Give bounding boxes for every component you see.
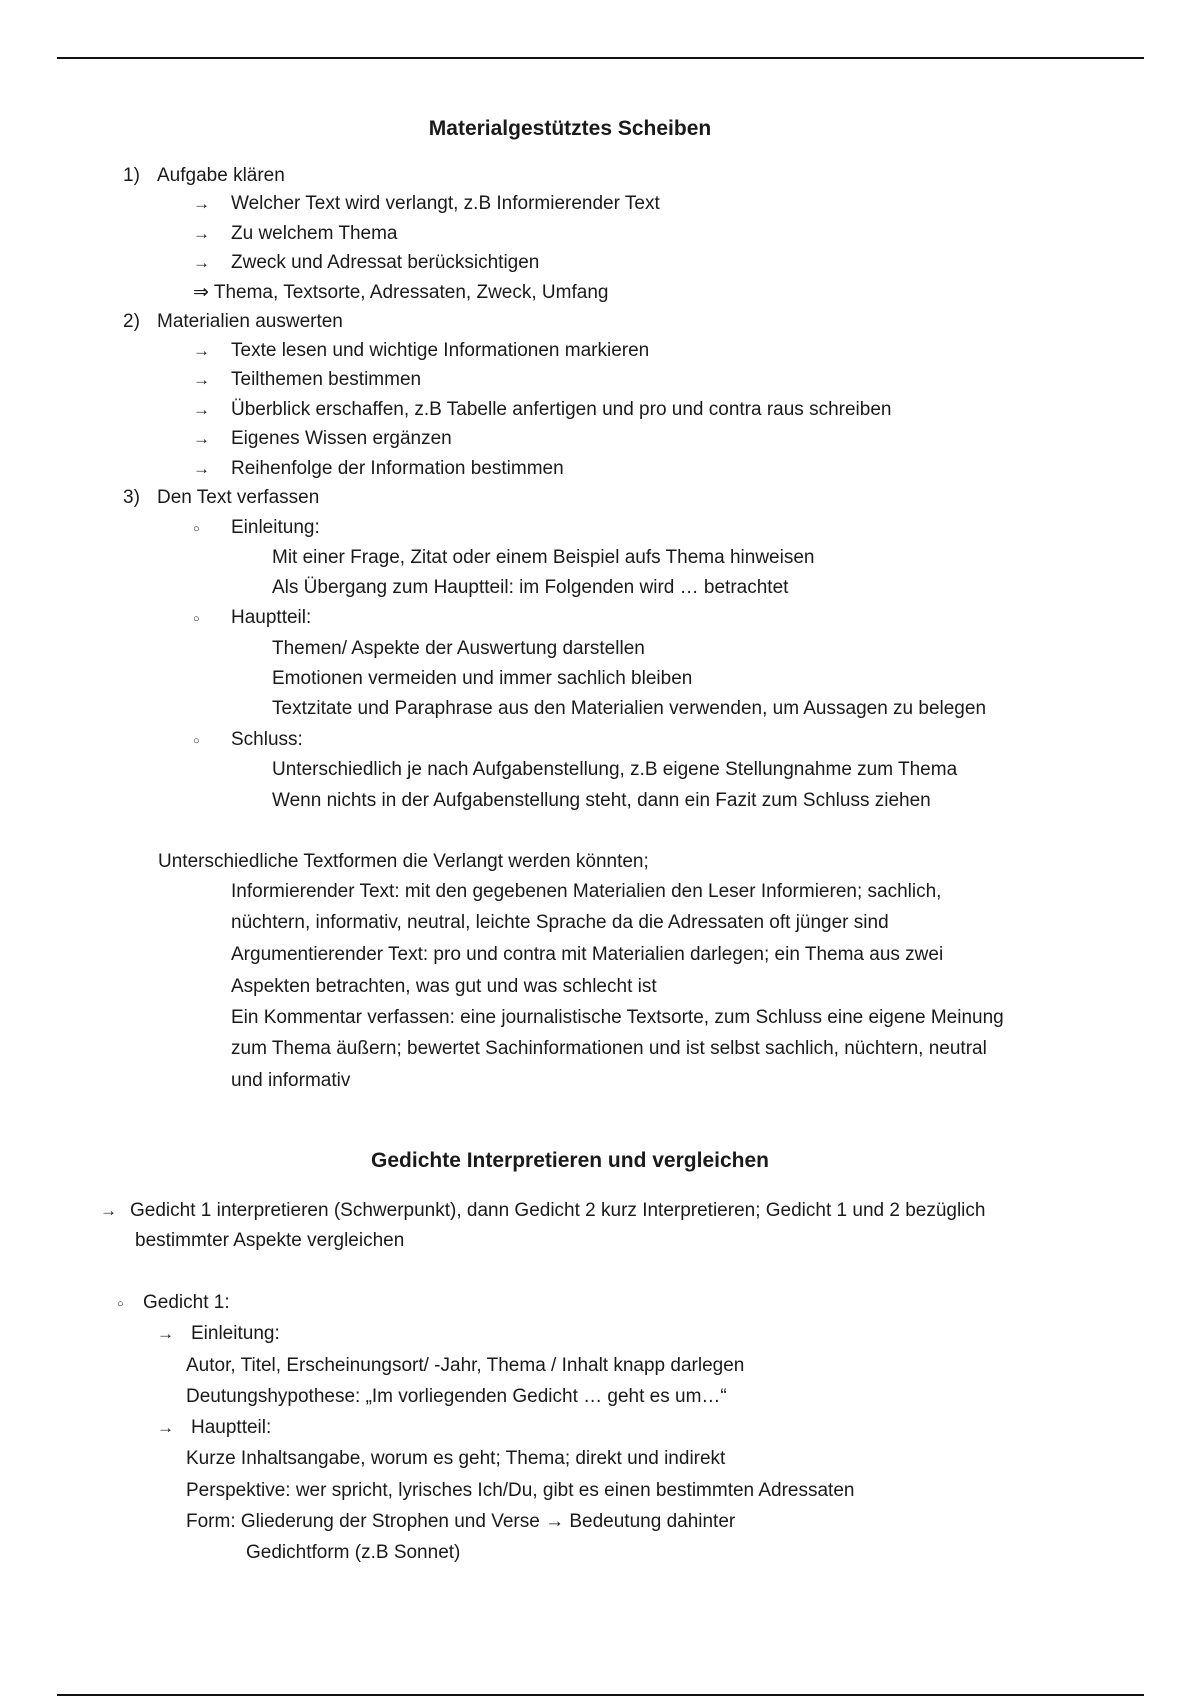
- list-item: → Zu welchem Thema: [193, 223, 398, 244]
- circle-bullet-icon: ○: [193, 523, 200, 535]
- text-line: Autor, Titel, Erscheinungsort/ -Jahr, Thema / Inhalt knapp darlegen: [186, 1355, 745, 1376]
- step-number: 1): [123, 165, 140, 186]
- text-line: nüchtern, informativ, neutral, leichte Sprache da die Adressaten oft jünger sind: [231, 912, 889, 933]
- section-title-material: Materialgestütztes Scheiben: [428, 117, 712, 140]
- circle-bullet-icon: ○: [193, 735, 200, 747]
- text-line: Mit einer Frage, Zitat oder einem Beispiel aufs Thema hinweisen: [272, 547, 815, 568]
- list-item: → Zweck und Adressat berücksichtigen: [193, 252, 540, 273]
- list-item: → Teilthemen bestimmen: [193, 369, 422, 390]
- text-line: Informierender Text: mit den gegebenen Materialien den Leser Informieren; sachlich,: [231, 881, 942, 902]
- text-line: Ein Kommentar verfassen: eine journalistische Textsorte, zum Schluss eine eigene Meinung: [231, 1007, 1004, 1028]
- arrow-right-icon: →: [193, 400, 210, 419]
- hauptteil-label: → Hauptteil:: [157, 1417, 272, 1438]
- step-label: Den Text verfassen: [157, 487, 320, 508]
- einleitung-label: → Einleitung:: [157, 1323, 280, 1344]
- arrow-right-icon: →: [193, 459, 210, 478]
- text-line: zum Thema äußern; bewertet Sachinformationen und ist selbst sachlich, nüchtern, neutral: [231, 1038, 987, 1059]
- intro-line: → Gedicht 1 interpretieren (Schwerpunkt), dann Gedicht 2 kurz Interpretieren; Gedicht 1 und 2 bezüglich: [100, 1200, 986, 1221]
- step-label: Materialien auswerten: [157, 311, 343, 332]
- part-einleitung: ○ Einleitung:: [193, 516, 320, 542]
- text-line: Textzitate und Paraphrase aus den Materialien verwenden, um Aussagen zu belegen: [272, 698, 987, 719]
- text-line: Kurze Inhaltsangabe, worum es geht; Thema; direkt und indirekt: [186, 1448, 726, 1469]
- arrow-right-icon: →: [100, 1201, 117, 1220]
- bottom-rule: [57, 1694, 1144, 1696]
- part-hauptteil: ○ Hauptteil:: [193, 606, 311, 632]
- step-1: [123, 164, 285, 188]
- forms-heading: Unterschiedliche Textformen die Verlangt werden könnten;: [158, 851, 649, 872]
- section-title-gedichte: Gedichte Interpretieren und vergleichen: [371, 1149, 769, 1172]
- list-item: → Reihenfolge der Information bestimmen: [193, 458, 564, 479]
- text-line: Argumentierender Text: pro und contra mit Materialien darlegen; ein Thema aus zwei: [231, 944, 944, 965]
- list-item: → Eigenes Wissen ergänzen: [193, 428, 452, 449]
- arrow-right-icon: →: [157, 1324, 174, 1343]
- top-rule: [57, 57, 1144, 59]
- text-line: Wenn nichts in der Aufgabenstellung steht, dann ein Fazit zum Schluss ziehen: [272, 790, 931, 811]
- step-number: 3): [123, 487, 140, 508]
- arrow-right-icon: →: [193, 224, 210, 243]
- circle-bullet-icon: ○: [193, 613, 200, 625]
- arrow-right-icon: →: [193, 429, 210, 448]
- circle-bullet-icon: ○: [117, 1298, 124, 1310]
- step-number: 2): [123, 311, 140, 332]
- step-label: Aufgabe klären: [157, 165, 285, 186]
- text-line: und informativ: [231, 1070, 351, 1091]
- text-line: Unterschiedlich je nach Aufgabenstellung, z.B eigene Stellungnahme zum Thema: [272, 759, 958, 780]
- arrow-right-icon: →: [193, 341, 210, 360]
- text-line: Aspekten betrachten, was gut und was schlecht ist: [231, 976, 657, 997]
- step-2: [123, 310, 343, 334]
- poem-label: ○ Gedicht 1:: [117, 1291, 230, 1317]
- arrow-right-icon: →: [193, 370, 210, 389]
- text-line: Deutungshypothese: „Im vorliegenden Gedicht … geht es um…“: [186, 1386, 727, 1407]
- list-item: → Welcher Text wird verlangt, z.B Informierender Text: [193, 193, 660, 214]
- arrow-right-icon: →: [193, 253, 210, 272]
- list-item: → Texte lesen und wichtige Informationen markieren: [193, 340, 650, 361]
- step-3: [123, 486, 319, 510]
- text-line: Emotionen vermeiden und immer sachlich bleiben: [272, 668, 693, 689]
- text-line: Perspektive: wer spricht, lyrisches Ich/Du, gibt es einen bestimmten Adressaten: [186, 1480, 855, 1501]
- text-line: Gedichtform (z.B Sonnet): [246, 1542, 461, 1563]
- part-schluss: ○ Schluss:: [193, 728, 303, 754]
- list-item: → Überblick erschaffen, z.B Tabelle anfertigen und pro und contra raus schreiben: [193, 399, 892, 420]
- intro-line: bestimmter Aspekte vergleichen: [135, 1230, 405, 1251]
- summary-line: ⇒ Thema, Textsorte, Adressaten, Zweck, Umfang: [193, 282, 609, 303]
- text-line: Themen/ Aspekte der Auswertung darstellen: [272, 638, 645, 659]
- arrow-right-icon: →: [157, 1418, 174, 1437]
- text-line: Als Übergang zum Hauptteil: im Folgenden wird … betrachtet: [272, 577, 789, 598]
- arrow-right-icon: →: [193, 194, 210, 213]
- text-line: Form: Gliederung der Strophen und Verse → Bedeutung dahinter: [186, 1511, 736, 1532]
